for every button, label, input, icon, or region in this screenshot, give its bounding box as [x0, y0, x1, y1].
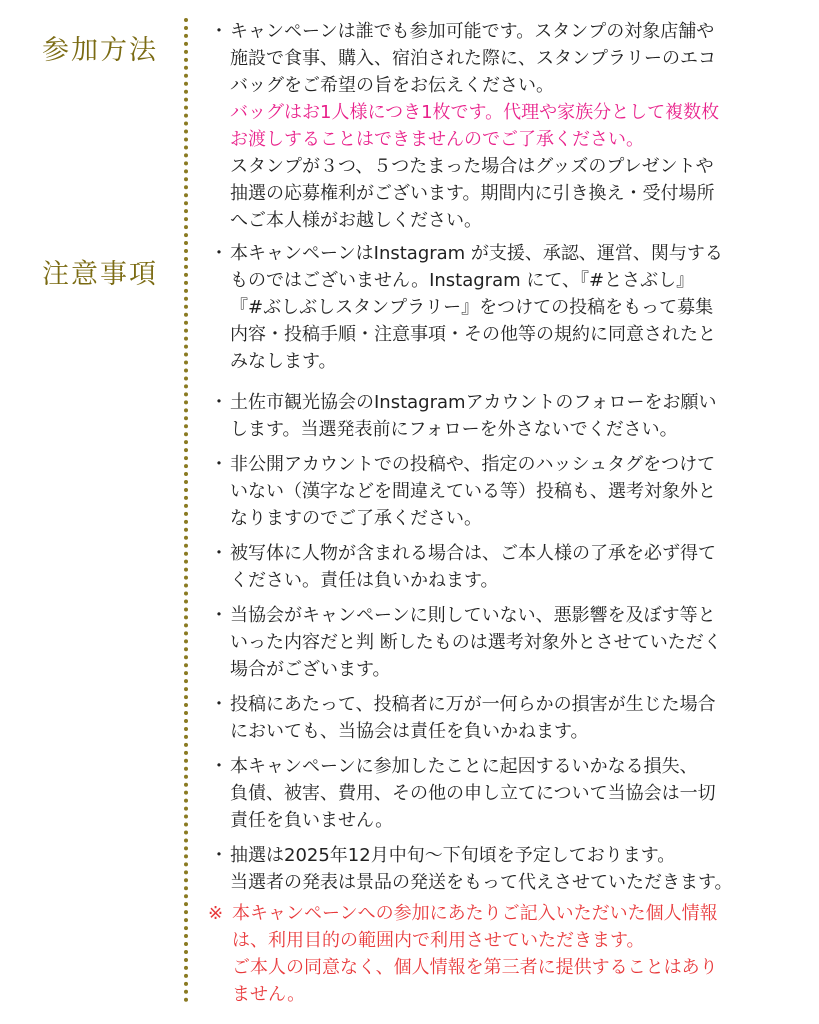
note-item: [210, 842, 810, 896]
note-text: 投稿にあたって、投稿者に万が一何らかの損害が生じた場合 においても、当協会は責任を負いかねます。: [230, 694, 716, 742]
bullet: ・: [210, 454, 228, 475]
participation-text: キャンペーンは誰でも参加可能です。スタンプの対象店舗や 施設で食事、購入、宿泊された際に、スタンプラリーのエコ バッグをご希望の旨をお伝えください。: [230, 21, 716, 96]
note-text: 抽選は2025年12月中旬〜下旬頃を予定しております。 当選者の発表は景品の発送をもって代えさせていただきます。: [230, 845, 733, 893]
bullet: ・: [210, 21, 228, 42]
note-item: [210, 602, 810, 683]
participation-stamp-text: スタンプが３つ、５つたまった場合はグッズのプレゼントや 抽選の応募権利がございます。期間内に引き換え・受付場所 へご本人様がお越しください。: [230, 156, 715, 231]
note-text: 被写体に人物が含まれる場合は、ご本人様の了承を必ず得て ください。責任は負いかねます。: [230, 543, 716, 591]
note-item: [210, 540, 810, 594]
note-item: [210, 240, 810, 375]
bullet: ・: [210, 392, 228, 413]
privacy-note: [210, 900, 810, 1008]
note-text: 非公開アカウントでの投稿や、指定のハッシュタグをつけて いない（漢字などを間違えている等）投稿も、選考対象外と なりますのでご了承ください。: [230, 454, 716, 529]
participation-highlight: バッグはお1人様につき1枚です。代理や家族分として複数枚 お渡しすることはできませんのでご了承ください。: [230, 102, 720, 150]
bullet: ・: [210, 543, 228, 564]
note-item: [210, 389, 810, 443]
participation-item: [210, 18, 810, 99]
bullet: ・: [210, 845, 228, 866]
bullet: ・: [210, 243, 228, 264]
participation-section: [210, 18, 810, 234]
note-text: 土佐市観光協会のInstagramアカウントのフォローをお願い します。当選発表前にフォローを外さないでください。: [230, 392, 717, 440]
note-item: [210, 691, 810, 745]
note-text: 当協会がキャンペーンに則していない、悪影響を及ぼす等と いった内容だと判 断したものは選考対象外とさせていただく 場合がございます。: [230, 605, 722, 680]
participation-heading: 参加方法: [42, 35, 158, 66]
note-item: [210, 451, 810, 532]
notes-heading: 注意事項: [42, 259, 158, 290]
bullet: ・: [210, 605, 228, 626]
bullet: ・: [210, 756, 228, 777]
content-column: [210, 18, 810, 1008]
notes-section: [210, 240, 810, 1008]
dotted-divider: [184, 18, 188, 1003]
note-mark: ※: [208, 903, 224, 924]
note-item: [210, 753, 810, 834]
note-text: 本キャンペーンはInstagram が支援、承認、運営、関与する ものではございません。Instagram にて、『#とさぶし』 『#ぶしぶしスタンプラリー』をつけての投稿をもって募集 内容・投稿手順・注意事項・その他等の規約に同意されたと みなします。: [230, 243, 723, 372]
privacy-text: 本キャンペーンへの参加にあたりご記入いただいた個人情報 は、利用目的の範囲内で利用させていただきます。 ご本人の同意なく、個人情報を第三者に提供することはあり ません。: [232, 903, 718, 1005]
bullet: ・: [210, 694, 228, 715]
note-text: 本キャンペーンに参加したことに起因するいかなる損失、 負債、被害、費用、その他の申し立てについて当協会は一切 責任を負いません。: [230, 756, 716, 831]
